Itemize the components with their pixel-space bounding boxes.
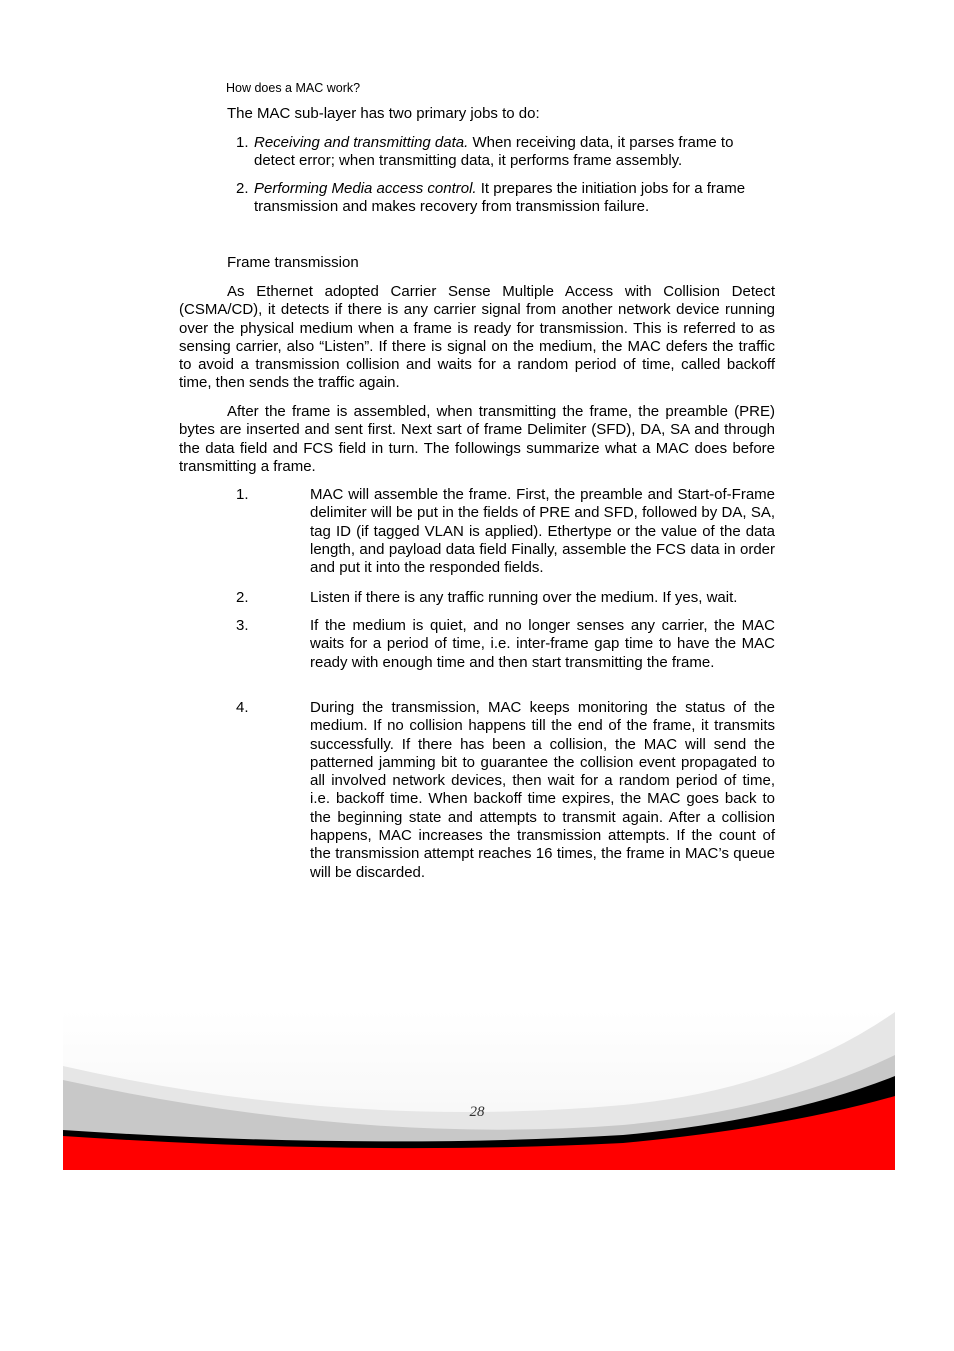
- step-number: 4.: [236, 699, 249, 716]
- intro-text: The MAC sub-layer has two primary jobs to do:: [227, 105, 540, 122]
- job-item-2: [236, 180, 776, 217]
- step-text: MAC will assemble the frame. First, the preamble and Start-of-Frame delimiter will be put in the fields of PRE and SFD, followed by DA, SA, tag ID (if tagged VLAN is applied). Ethertype or the value of the data length, and payload data field Finally, assemble the FCS data in order and put it into the responded fields.: [310, 486, 775, 577]
- step-number: 3.: [236, 617, 249, 634]
- job-title: Performing Media access control.: [254, 180, 477, 197]
- job-title: Receiving and transmitting data.: [254, 134, 469, 151]
- job-text: It prepares the initiation jobs for a frame transmission and makes recovery from transmission failure.: [254, 180, 746, 216]
- job-text: When receiving data, it parses frame to detect error; when transmitting data, it performs frame assembly.: [254, 134, 734, 170]
- step-item-1: [179, 486, 775, 577]
- job-number: 1.: [236, 134, 249, 151]
- frame-transmission-heading: Frame transmission: [227, 254, 359, 271]
- csma-paragraph: As Ethernet adopted Carrier Sense Multiple Access with Collision Detect (CSMA/CD), it detects if there is any carrier signal from another network device running over the physical medium when a frame is ready for transmission. This is referred to as sensing carrier, also “Listen”. If there is signal on the medium, the MAC defers the traffic to avoid a transmission collision and waits for a random period of time, called backoff time, then sends the traffic again.: [179, 283, 775, 392]
- page-number: 28: [469, 1104, 485, 1120]
- assembly-paragraph: After the frame is assembled, when transmitting the frame, the preamble (PRE) bytes are inserted and sent first. Next sart of frame Delimiter (SFD), DA, SA and through the data field and FCS field in turn. The followings summarize what a MAC does before transmitting a frame.: [179, 403, 775, 475]
- step-number: 2.: [236, 589, 249, 606]
- step-text: Listen if there is any traffic running over the medium. If yes, wait.: [310, 589, 738, 606]
- job-number: 2.: [236, 180, 249, 197]
- footer-swoosh-graphic: [63, 1010, 895, 1170]
- step-number: 1.: [236, 486, 249, 503]
- job-item-1: [236, 134, 776, 171]
- step-text: If the medium is quiet, and no longer senses any carrier, the MAC waits for a period of time, i.e. inter-frame gap time to have the MAC ready with enough time and then start transmitting the frame.: [310, 617, 775, 671]
- step-item-4: [179, 699, 775, 882]
- step-item-2: [179, 589, 775, 607]
- step-text: During the transmission, MAC keeps monitoring the status of the medium. If no collision happens till the end of the frame, it transmits successfully. If there has been a collision, the MAC will send the patterned jamming bit to guarantee the collision event propagated to all involved network devices, then wait for a random period of time, i.e. backoff time. When backoff time expires, the MAC goes back to the beginning state and attempts to transmit again. After a collision happens, MAC increases the transmission attempts. If the count of the transmission attempt reaches 16 times, the frame in MAC’s queue will be discarded.: [310, 699, 775, 881]
- step-item-3: [179, 617, 775, 672]
- section-label: How does a MAC work?: [226, 81, 361, 95]
